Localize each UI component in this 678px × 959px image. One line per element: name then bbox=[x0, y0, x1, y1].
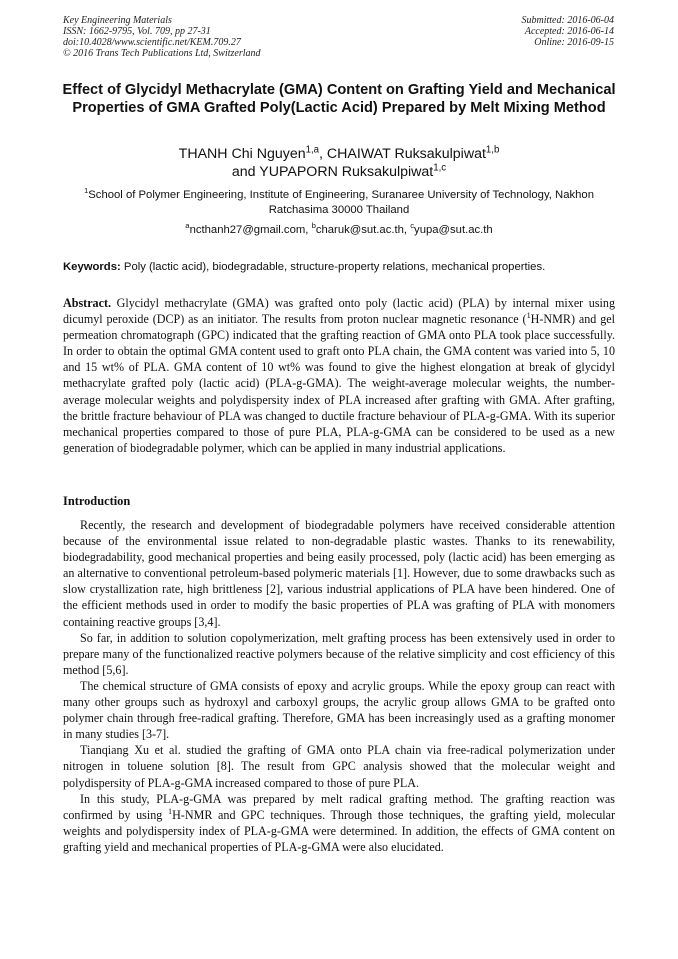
intro-paragraph-1: Recently, the research and development of biodegradable polymers have received considerable attention because of the environmental issue related to non-degradable plastic wastes. Thanks to its renewability, biodegradability, good mechanical properties and being easily processed, poly (lactic acid) has been emerging as an alternative to conventional petroleum-based polymeric materials [1]. However, due to some drawbacks such as slow crystallization rate, high brittleness [2], various industrial applications of PLA have been hindered. One of the efficient methods used in order to modify the basic properties of PLA was grafting of PLA with monomers containing reactive groups [3,4]. bbox=[63, 518, 615, 629]
author-3-affil: 1,c bbox=[433, 162, 447, 174]
author-2: CHAIWAT Ruksakulpiwat bbox=[326, 146, 486, 162]
affiliation bbox=[60, 188, 618, 218]
copyright-line: © 2016 Trans Tech Publications Ltd, Switzerland bbox=[63, 48, 261, 59]
author-3: YUPAPORN Ruksakulpiwat bbox=[259, 164, 434, 180]
paper-title: Effect of Glycidyl Methacrylate (GMA) Content on Grafting Yield and Mechanical Properties of GMA Grafted Poly(Lactic Acid) Prepared by Melt Mixing Method bbox=[62, 82, 616, 116]
affiliation-marker: 1 bbox=[83, 186, 89, 196]
intro-p5-text-b: H-NMR and GPC techniques. Through those techniques, the grafting yield, molecular weights and polydispersity index of PLA-g-GMA were determined. In addition, the effects of GMA content on grafting yield and mechanical properties of PLA-g-GMA were also elucidated. bbox=[63, 807, 615, 854]
abstract bbox=[63, 295, 615, 456]
email-a-marker: a bbox=[185, 221, 190, 231]
email-list bbox=[60, 223, 618, 238]
submitted-date: Submitted: 2016-06-04 bbox=[521, 15, 614, 26]
intro-paragraph-5 bbox=[63, 791, 615, 855]
doi-line: doi:10.4028/www.scientific.net/KEM.709.27 bbox=[63, 37, 241, 48]
abstract-text-1: Glycidyl methacrylate (GMA) was grafted onto poly (lactic acid) (PLA) by internal mixer using dicumyl peroxide (DCP) as an initiator. The results from proton nuclear magnetic resonance ( bbox=[63, 296, 615, 327]
journal-header bbox=[63, 15, 261, 59]
introduction-body bbox=[63, 517, 615, 855]
introduction-heading: Introduction bbox=[63, 494, 131, 508]
author-separator: , bbox=[319, 146, 327, 162]
intro-p5-text-a: In this study, PLA-g-GMA was prepared by melt radical grafting method. The grafting reaction was confirmed by using bbox=[63, 791, 615, 822]
email-c: yupa@sut.ac.th bbox=[414, 224, 493, 236]
intro-paragraph-4: Tianqiang Xu et al. studied the grafting of GMA onto PLA chain via free-radical polymerization under nitrogen in toluene solution [8]. The result from GPC analysis showed that the molecular weight and polydispersity of PLA-g-GMA increased compared to those of pure PLA. bbox=[63, 743, 615, 790]
journal-name: Key Engineering Materials bbox=[63, 15, 172, 26]
email-b-marker: b bbox=[311, 221, 316, 231]
author-2-affil: 1,b bbox=[485, 144, 500, 156]
abstract-sup: 1 bbox=[526, 311, 531, 321]
email-b: charuk@sut.ac.th, bbox=[315, 224, 411, 236]
email-a: ncthanh27@gmail.com, bbox=[189, 224, 312, 236]
abstract-label: Abstract. bbox=[63, 296, 112, 310]
email-c-marker: c bbox=[410, 221, 415, 231]
issn-line: ISSN: 1662-9795, Vol. 709, pp 27-31 bbox=[63, 26, 211, 37]
keywords bbox=[63, 260, 615, 275]
author-and: and bbox=[231, 164, 260, 180]
keywords-label: Keywords: bbox=[63, 261, 121, 273]
author-list bbox=[60, 145, 618, 181]
author-1: THANH Chi Nguyen bbox=[178, 146, 306, 162]
intro-paragraph-2: So far, in addition to solution copolymerization, melt grafting process has been extensively used in order to prepare many of the functionalized reactive polymers because of the relative simplicity and cost efficiency of this method [5,6]. bbox=[63, 630, 615, 677]
accepted-date: Accepted: 2016-06-14 bbox=[524, 26, 614, 37]
abstract-text-2: H-NMR) and gel permeation chromatograph (GPC) indicated that the grafting reaction of GMA onto PLA took place successfully. In order to obtain the optimal GMA content used to graft onto PLA chain, the GMA content was varied into 5, 10 and 15 wt% of PLA. GMA content of 10 wt% was found to give the highest elongation at break of glycidyl methacrylate grafted poly (lactic acid) (PLA-g-GMA). The weight-average molecular weights, the number-average molecular weights and polydispersity index of PLA increased after grafting with GMA. After grafting, the brittle fracture behaviour of PLA was changed to ductile fracture behaviour of PLA-g-GMA. With its superior mechanical properties compared to those of pure PLA, PLA-g-GMA can be considered to be used as a new generation of biodegradable polymer, which can be applied in many industrial applications. bbox=[63, 312, 615, 455]
intro-paragraph-3: The chemical structure of GMA consists of epoxy and acrylic groups. While the epoxy group can react with many other groups such as hydroxyl and carboxyl groups, the acrylic group allows GMA to be grafted onto polymer chain through free-radical grafting. Therefore, GMA has been increasingly used as a grafting monomer in many studies [3-7]. bbox=[63, 678, 615, 742]
dates-header bbox=[522, 15, 615, 48]
author-1-affil: 1,a bbox=[305, 144, 320, 156]
affiliation-text: School of Polymer Engineering, Institute of Engineering, Suranaree University of Technology, Nakhon Ratchasima 30000 Thailand bbox=[88, 189, 594, 216]
online-date: Online: 2016-09-15 bbox=[534, 37, 614, 48]
intro-p5-sup: 1 bbox=[167, 806, 173, 816]
keywords-text: Poly (lactic acid), biodegradable, structure-property relations, mechanical properties. bbox=[120, 261, 546, 273]
